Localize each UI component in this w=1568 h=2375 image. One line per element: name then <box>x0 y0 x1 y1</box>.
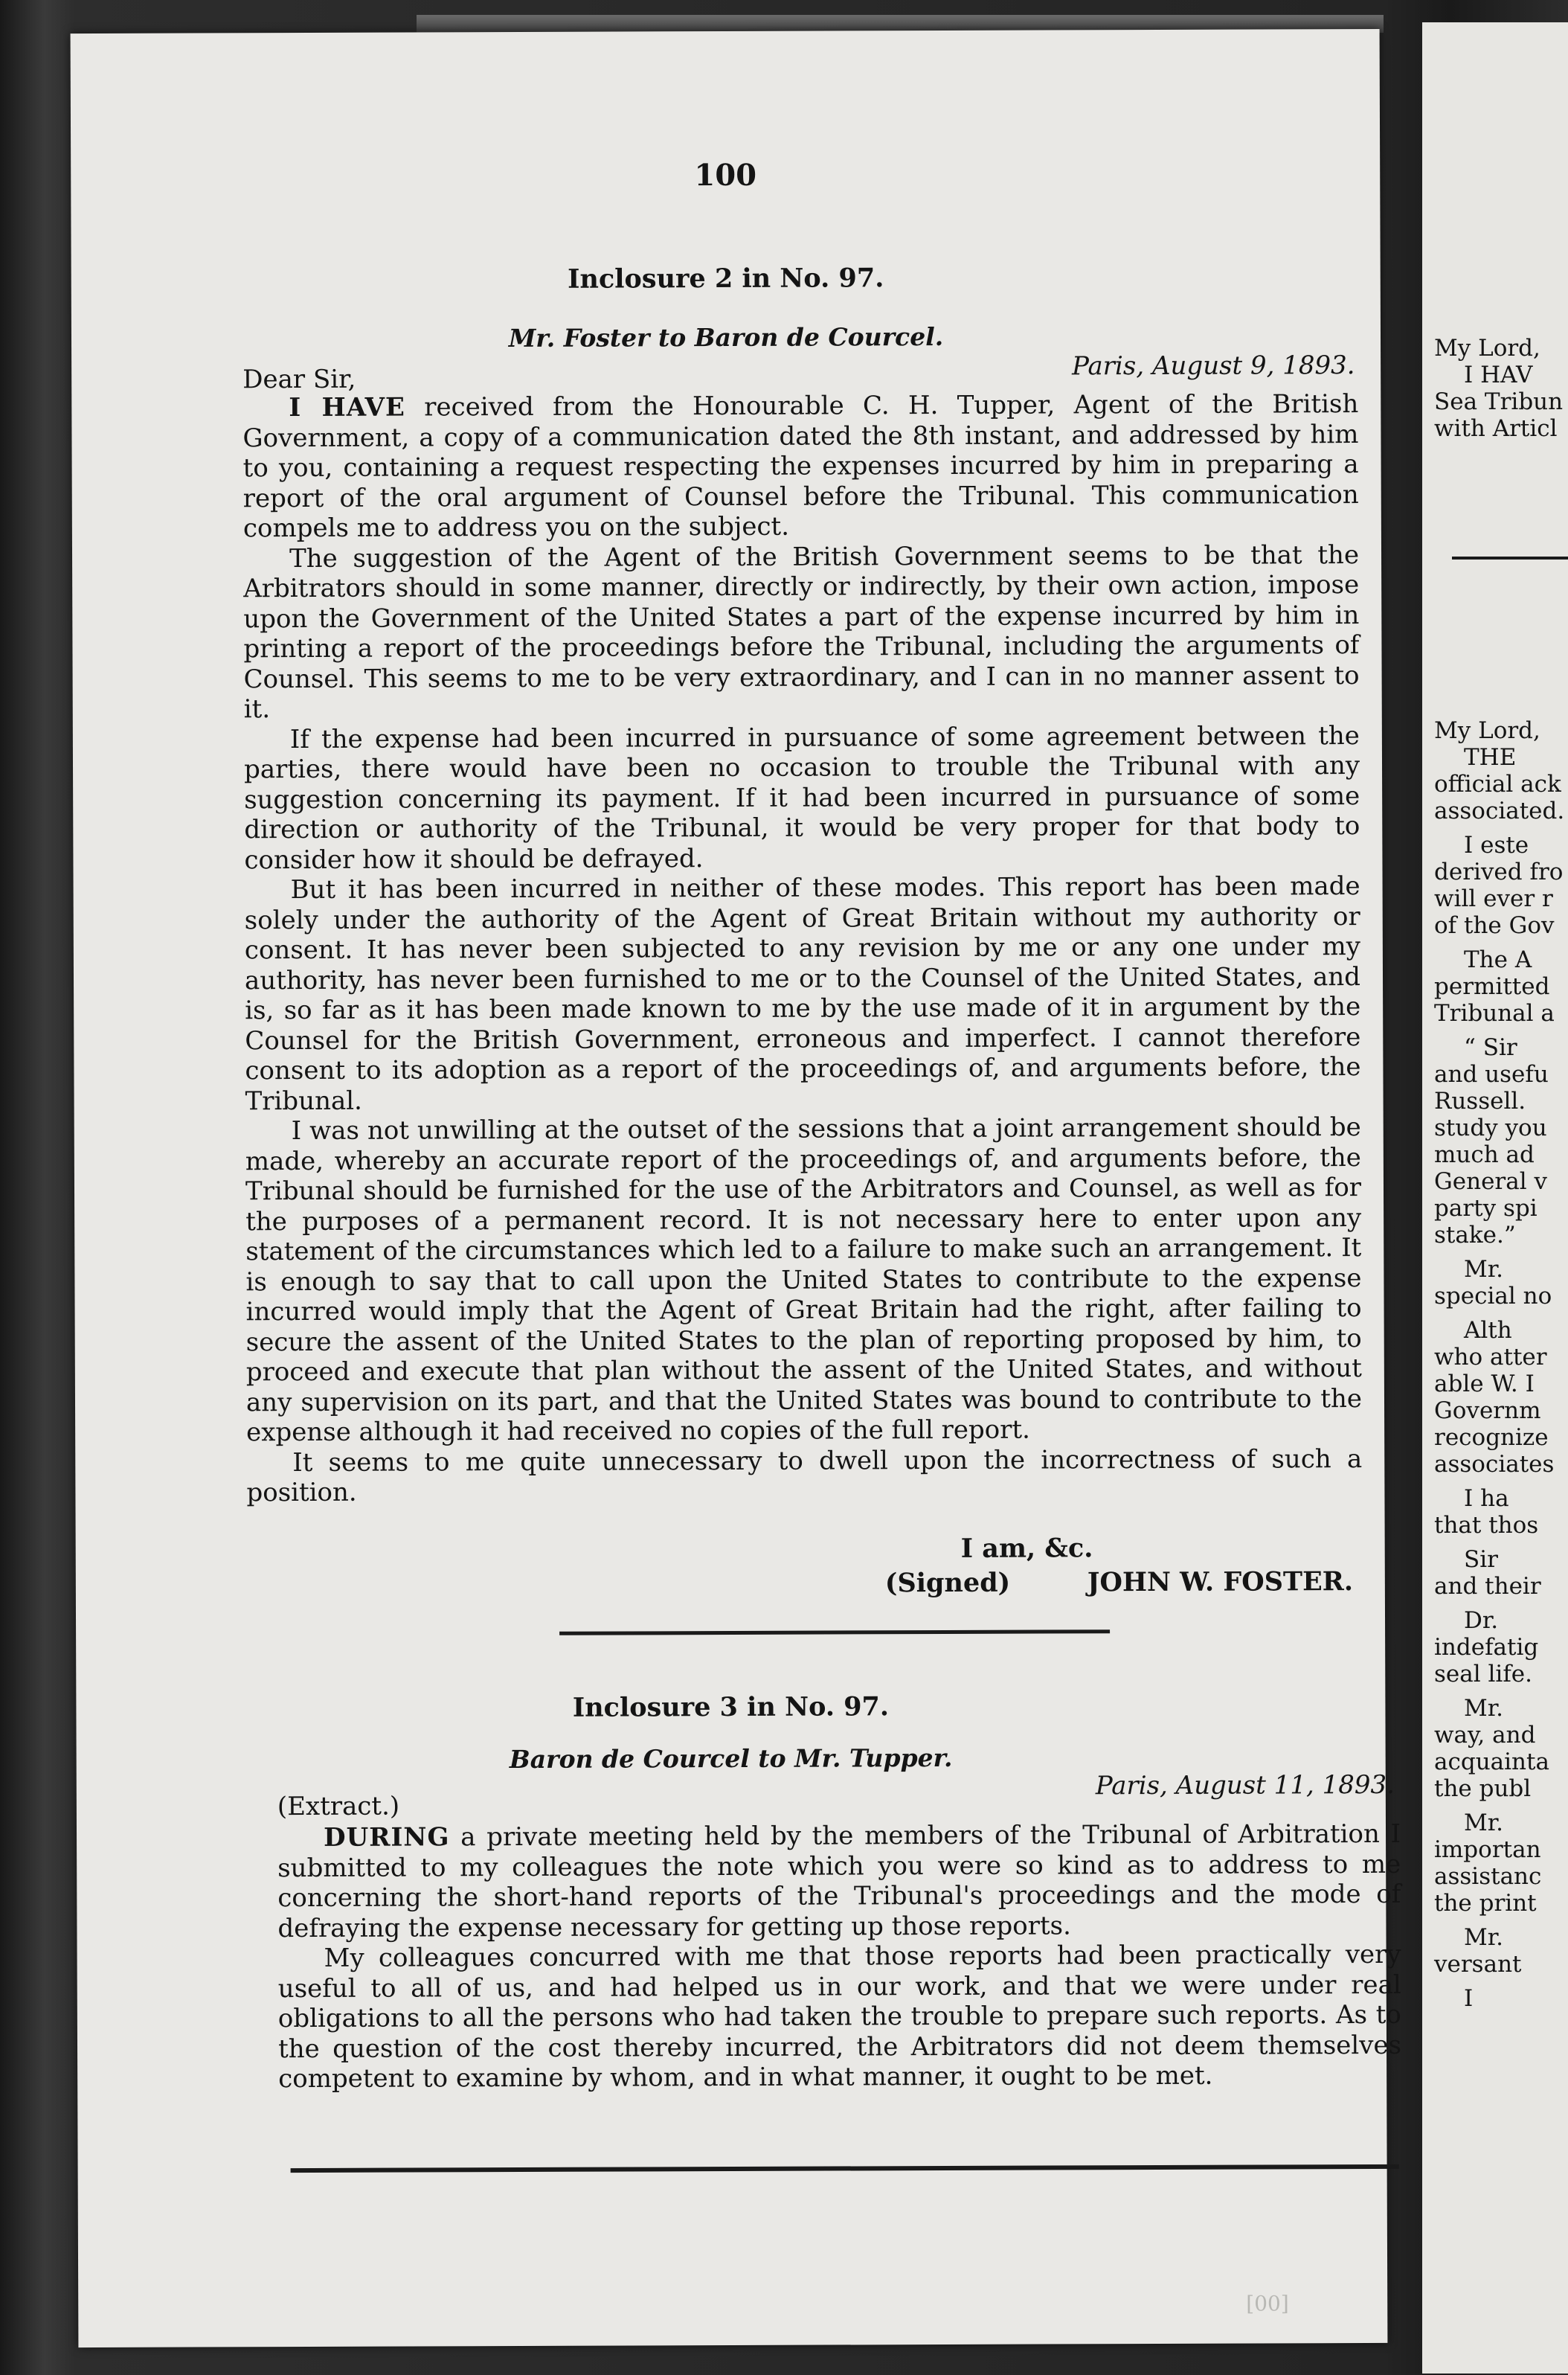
adjacent-line: stake.” <box>1434 1222 1516 1249</box>
inclosure-2-heading: Inclosure 2 in No. 97. <box>568 263 884 295</box>
adjacent-line: Alth <box>1464 1317 1512 1344</box>
adjacent-line: will ever r <box>1434 885 1553 912</box>
letter-2-paragraph: My colleagues concurred with me that those reports had been practically very useful to all of us, and had helped us in our work, and that we were under real obligations to all the persons who had taken the trouble to prepare such reports. As to the question of the cost thereby incurred, the Arbitrators did not deem themselves competent to examine by whom, and in what manner, it ought to be met. <box>277 1939 1402 2094</box>
letter-2-paragraph: DURING a private meeting held by the members of the Tribunal of Arbitration I submitted to my colleagues the note which you were so kind as to address to me concerning the short-hand reports of the Tribunal's proceedings and the mode of defraying the expense necessary for getting up those reports. <box>277 1818 1401 1943</box>
adjacent-line: Mr. <box>1464 1695 1504 1722</box>
adjacent-line: with Articl <box>1434 415 1558 442</box>
adjacent-line: I HAV <box>1464 362 1533 388</box>
adjacent-line: way, and <box>1434 1722 1536 1749</box>
page-end-rule <box>291 2164 1399 2173</box>
document-page <box>71 29 1402 2347</box>
closing: I am, &c. <box>960 1533 1093 1564</box>
letter-1-paragraph: I HAVE received from the Honourable C. H. Tupper, Agent of the British Government, a copy of a communication dated the 8th instant, and addressed by him to you, containing a request respecting the expenses incurred by him in preparing a report of the oral argument of Counsel before the Tribunal. This communication compels me to address you on the subject. <box>242 389 1359 544</box>
adjacent-line: General v <box>1434 1168 1548 1195</box>
adjacent-line: Mr. <box>1464 1924 1504 1951</box>
adjacent-line: I <box>1464 1985 1474 2012</box>
adjacent-line: I este <box>1464 832 1529 859</box>
adjacent-line: official ack <box>1434 771 1561 798</box>
letter-1-paragraph: But it has been incurred in neither of these modes. This report has been made solely under the authority of the Agent of Great Britain without my authority or consent. It has never been subjected to any revision by me or any one under my authority, has never been furnished to me or to the Counsel of the United States, and is, so far as it has been made known to me by the use made of it in argument by the Counsel for the British Government, erroneous and imperfect. I cannot therefore consent to its adoption as a report of the proceedings of, and arguments before, the Tribunal. <box>244 871 1361 1116</box>
adjacent-line: indefatig <box>1434 1634 1539 1661</box>
adjacent-line: Mr. <box>1464 1810 1504 1836</box>
signature: JOHN W. FOSTER. <box>1087 1566 1354 1598</box>
inclosure-3-subheading: Baron de Courcel to Mr. Tupper. <box>509 1743 953 1775</box>
footer-mark: [00] <box>1246 2291 1289 2316</box>
section-divider <box>559 1629 1110 1635</box>
salutation: Dear Sir, <box>242 364 356 395</box>
adjacent-line: seal life. <box>1434 1661 1533 1688</box>
adjacent-line: Governm <box>1434 1397 1541 1424</box>
adjacent-line: that thos <box>1434 1512 1539 1539</box>
adjacent-line: My Lord, <box>1434 717 1540 744</box>
adjacent-line: acquainta <box>1434 1749 1549 1775</box>
adjacent-line: associates <box>1434 1451 1555 1478</box>
adjacent-line: THE <box>1464 744 1517 771</box>
adjacent-line: “ Sir <box>1464 1034 1517 1061</box>
adjacent-line: associated. <box>1434 798 1565 824</box>
adjacent-line: recognize <box>1434 1424 1549 1451</box>
adjacent-line: much ad <box>1434 1141 1535 1168</box>
adjacent-line: of the Gov <box>1434 912 1555 939</box>
adjacent-line: the print <box>1434 1890 1537 1917</box>
letter-1-paragraph: It seems to me quite unnecessary to dwell upon the incorrectness of such a position. <box>246 1443 1363 1508</box>
inclosure-2-subheading: Mr. Foster to Baron de Courcel. <box>508 321 944 353</box>
adjacent-line: who atter <box>1434 1344 1547 1371</box>
adjacent-rule <box>1452 557 1568 560</box>
letter-1-dateline: Paris, August 9, 1893. <box>1072 350 1355 382</box>
adjacent-line: Sea Tribun <box>1434 388 1564 415</box>
adjacent-line: Dr. <box>1464 1607 1499 1634</box>
adjacent-line: I ha <box>1464 1485 1509 1512</box>
adjacent-line: study you <box>1434 1115 1547 1141</box>
adjacent-line: the publ <box>1434 1775 1532 1802</box>
extract-label: (Extract.) <box>277 1791 400 1822</box>
adjacent-line: assistanc <box>1434 1863 1542 1890</box>
adjacent-page <box>1422 22 1568 2374</box>
letter-2-dateline: Paris, August 11, 1893. <box>1095 1769 1395 1801</box>
adjacent-line: special no <box>1434 1283 1552 1310</box>
adjacent-line: importan <box>1434 1836 1541 1863</box>
adjacent-line: Sir <box>1464 1546 1498 1573</box>
adjacent-line: party spi <box>1434 1195 1538 1222</box>
inclosure-3-heading: Inclosure 3 in No. 97. <box>572 1691 890 1723</box>
letter-1-paragraph: I was not unwilling at the outset of the sessions that a joint arrangement should be made, whereby an accurate report of the proceedings of, and arguments before, the Tribunal should be furnished for the use of the Arbitrators and Counsel, as well as for the purposes of a permanent record. It is not necessary here to enter upon any statement of the circumstances which led to a failure to make such an arrangement. It is enough to say that to call upon the United States to contribute to the expense incurred would imply that the Agent of Great Britain had the right, after failing to secure the assent of the United States to the plan of reporting proposed by him, to proceed and execute that plan without the assent of the United States, and without any supervision on its part, and that the United States was bound to contribute to the expense although it had received no copies of the full report. <box>245 1112 1363 1448</box>
adjacent-line: versant <box>1434 1951 1522 1978</box>
adjacent-line: derived fro <box>1434 859 1564 885</box>
letter-2-body <box>277 1819 1401 2094</box>
adjacent-line: and usefu <box>1434 1061 1549 1088</box>
letter-1-paragraph: If the expense had been incurred in pursuance of some agreement between the parties, there would have been no occasion to trouble the Tribunal with any suggestion concerning its payment. If it had been incurred in pursuance of some direction or authority of the Tribunal, it would be very proper for that body to consider how it should be defrayed. <box>243 720 1360 875</box>
adjacent-line: and their <box>1434 1573 1541 1600</box>
page-number: 100 <box>694 157 757 193</box>
adjacent-line: The A <box>1464 946 1532 973</box>
letter-1-body <box>242 389 1362 1508</box>
adjacent-line: My Lord, <box>1434 335 1540 362</box>
adjacent-line: Tribunal a <box>1434 1000 1555 1027</box>
adjacent-line: Mr. <box>1464 1256 1504 1283</box>
adjacent-line: Russell. <box>1434 1088 1526 1115</box>
signed-label: (Signed) <box>884 1567 1011 1599</box>
adjacent-line: permitted <box>1434 973 1550 1000</box>
letter-1-paragraph: The suggestion of the Agent of the British Government seems to be that the Arbitrators should in some manner, directly or indirectly, by their own action, impose upon the Government of the United States a part of the expense incurred by him in printing a report of the proceedings before the Tribunal, including the arguments of Counsel. This seems to me to be very extraordinary, and I can in no manner assent to it. <box>243 539 1360 725</box>
adjacent-line: able W. I <box>1434 1371 1535 1397</box>
